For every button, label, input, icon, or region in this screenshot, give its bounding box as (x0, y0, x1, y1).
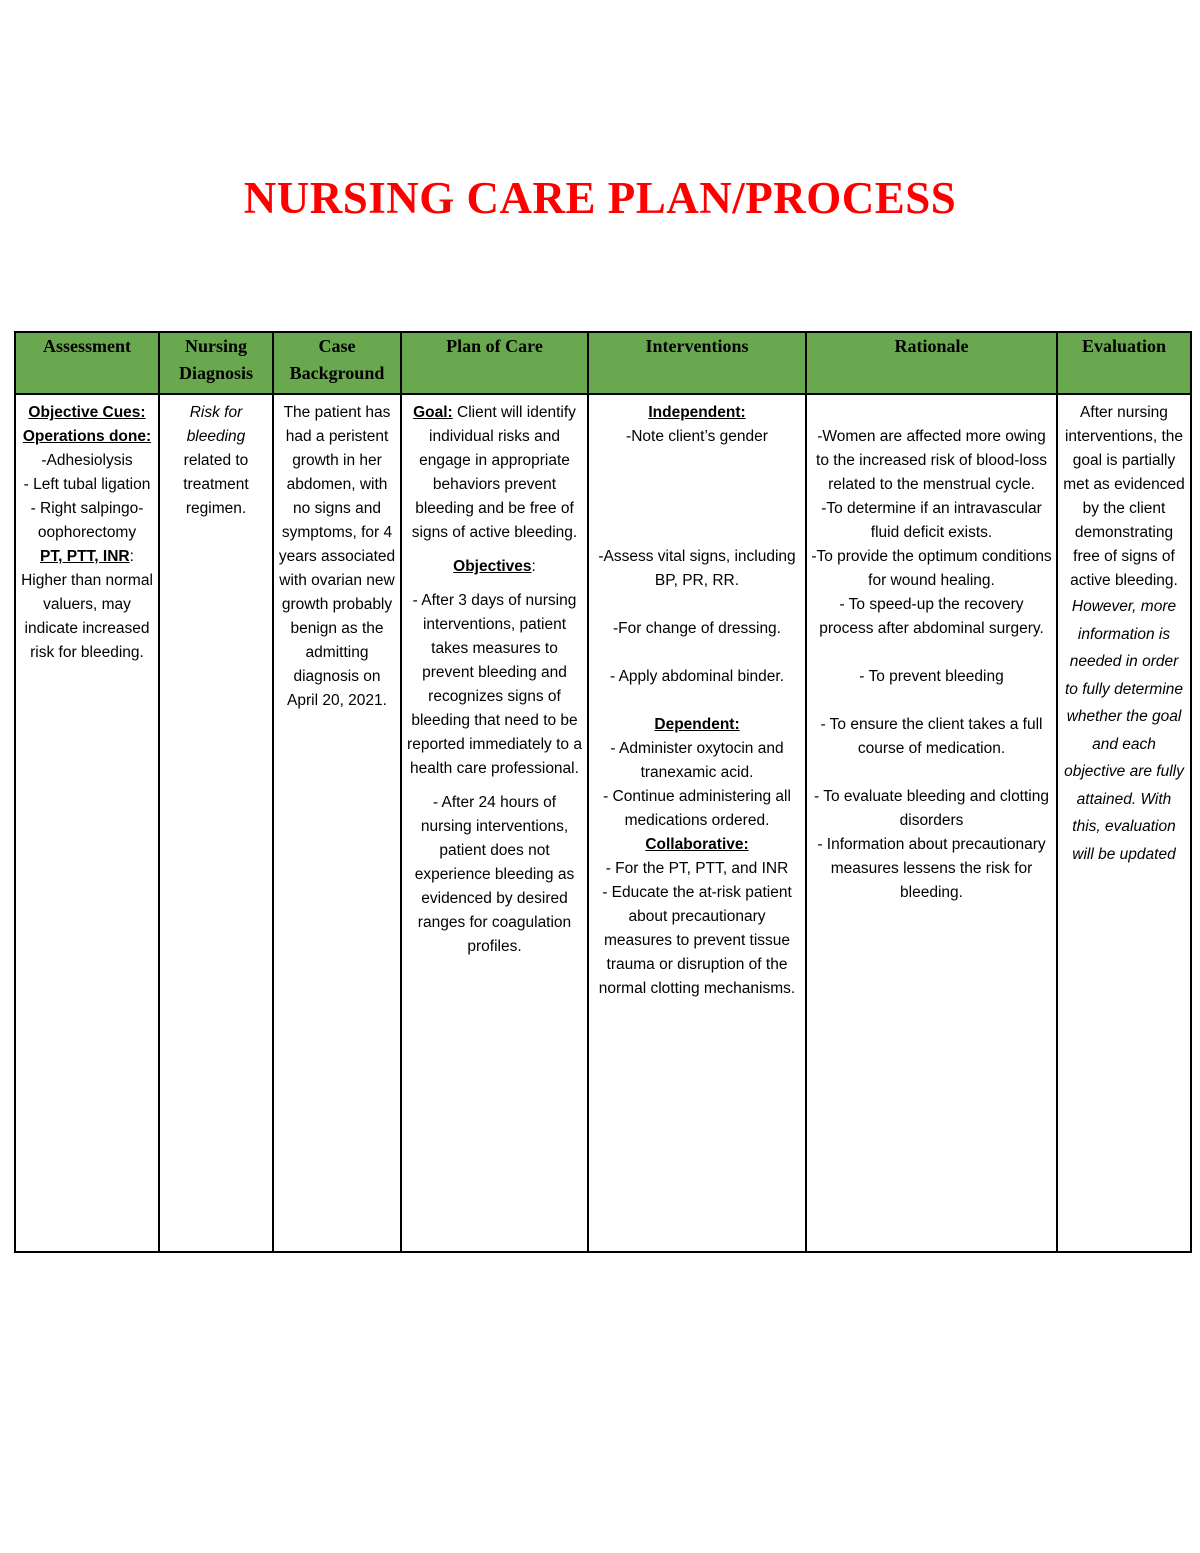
intervention-item: - Educate the at-risk patient about precautionary measures to prevent tissue trauma or disruption of the normal clotting mechanisms. (598, 884, 796, 997)
header-assessment: Assessment (15, 332, 159, 394)
header-plan: Plan of Care (401, 332, 588, 394)
header-diagnosis: Nursing Diagnosis (159, 332, 273, 394)
rationale-item: -To provide the optimum conditions for wound healing. (811, 548, 1052, 589)
diagnosis-italic: Risk for bleeding (186, 404, 246, 445)
goal-label: Goal: (413, 404, 453, 421)
rationale-item: - To evaluate bleeding and clotting disorders (814, 788, 1049, 829)
cell-background (273, 394, 401, 1252)
diagnosis-text: related to treatment regimen. (183, 452, 249, 517)
evaluation-italic: However, more information is needed in order to fully determine whether the goal and each objective are fully attained. With this, evaluation will be updated (1064, 598, 1184, 863)
intervention-item: -For change of dressing. (612, 620, 781, 637)
header-evaluation: Evaluation (1057, 332, 1191, 394)
objective-item: - After 24 hours of nursing interventions, patient does not experience bleeding as evidenced by desired ranges for coagulation profiles. (414, 794, 575, 955)
labs-text: Higher than normal valuers, may indicate increased risk for bleeding. (21, 572, 153, 661)
header-background: Case Background (273, 332, 401, 394)
cell-diagnosis (159, 394, 273, 1252)
operation-item: - Right salpingo-oophorectomy (30, 500, 144, 541)
header-interventions: Interventions (588, 332, 806, 394)
evaluation-text: After nursing interventions, the goal is partially met as evidenced by the client demonstrating free of signs of active bleeding. (1063, 404, 1185, 589)
cell-rationale (806, 394, 1057, 1252)
care-plan-table (14, 331, 1192, 1253)
cell-plan: Goal: Client will identify individual risks and engage in appropriate behaviors prevent bleeding and be free of signs of active bleeding. Objectives: - After 3 days of nursing interventions, patient takes measures to prevent bleeding and recognizes signs of bleeding that need to be reported immediately to a health care professional. - After 24 hours of nursing interventions, patient does not experience bleeding as evidenced by desired ranges for coagulation profiles. (401, 394, 588, 1252)
labs-label: PT, PTT, INR (40, 548, 130, 565)
body-row (15, 394, 1191, 1252)
goal-text: Client will identify individual risks and engage in appropriate behaviors prevent bleeding and be free of signs of active bleeding. (411, 404, 578, 541)
operation-item: -Adhesiolysis (41, 452, 133, 469)
rationale-item: - To prevent bleeding (859, 668, 1004, 685)
intervention-item: - Administer oxytocin and tranexamic acid. (610, 740, 784, 781)
cell-assessment: Objective Cues: Operations done: -Adhesiolysis - Left tubal ligation - Right salpingo-oophorectomy PT, PTT, INR: Higher than normal valuers, may indicate increased risk for bleeding. (15, 394, 159, 1252)
intervention-item: - Apply abdominal binder. (609, 668, 785, 685)
cell-interventions (588, 394, 806, 1252)
independent-label: Independent: (648, 404, 746, 421)
cell-evaluation (1057, 394, 1191, 1252)
operations-label: Operations done: (22, 428, 152, 445)
rationale-item: - To ensure the client takes a full course of medication. (820, 716, 1043, 757)
intervention-item: - For the PT, PTT, and INR (605, 860, 789, 877)
collaborative-label: Collaborative: (645, 836, 749, 853)
intervention-item: -Assess vital signs, including BP, PR, RR. (598, 548, 796, 589)
header-rationale: Rationale (806, 332, 1057, 394)
objectives-label: Objectives (453, 558, 532, 575)
rationale-item: -To determine if an intravascular fluid deficit exists. (821, 500, 1042, 541)
dependent-label: Dependent: (654, 716, 740, 733)
background-text: The patient has had a peristent growth in her abdomen, with no signs and symptoms, for 4 years associated with ovarian new growth probably benign as the admitting diagnosis on April 20, 2021. (278, 404, 396, 709)
page-title: NURSING CARE PLAN/PROCESS (243, 173, 957, 223)
objective-cues-label: Objective Cues: (28, 404, 146, 421)
operation-item: - Left tubal ligation (23, 476, 151, 493)
intervention-item: - Continue administering all medications ordered. (603, 788, 791, 829)
header-row (15, 332, 1191, 394)
rationale-item: -Women are affected more owing to the increased risk of blood-loss related to the menstrual cycle. (816, 428, 1047, 493)
objective-item: - After 3 days of nursing interventions, patient takes measures to prevent bleeding and recognizes signs of bleeding that need to be reported immediately to a health care professional. (407, 592, 582, 777)
intervention-item: -Note client’s gender (626, 428, 768, 445)
rationale-item: - Information about precautionary measures lessens the risk for bleeding. (817, 836, 1046, 901)
rationale-item: - To speed-up the recovery process after abdominal surgery. (819, 596, 1044, 637)
